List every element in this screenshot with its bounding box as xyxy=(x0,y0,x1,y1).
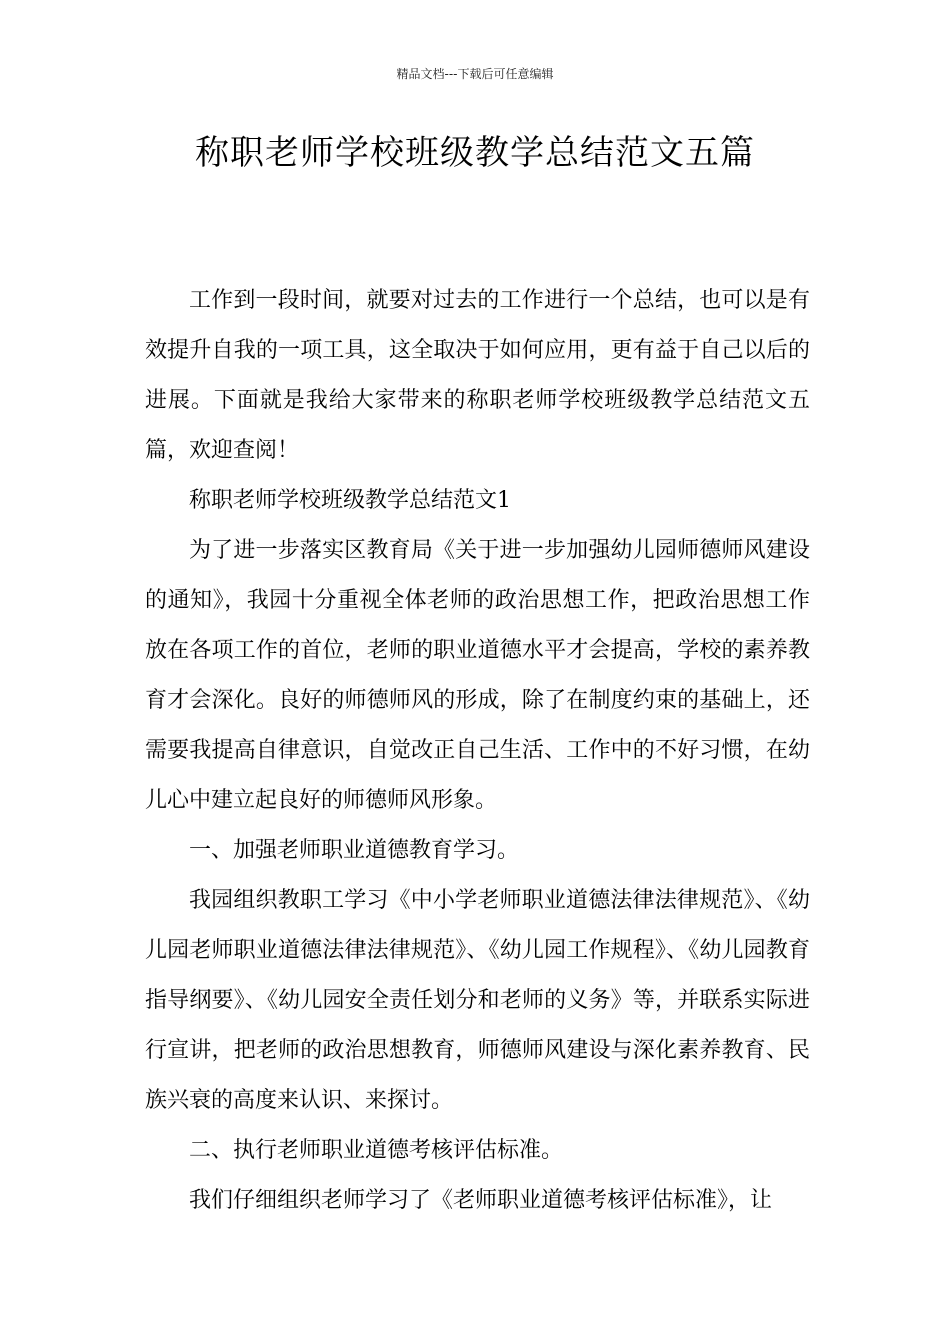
document-title: 称职老师学校班级教学总结范文五篇 xyxy=(195,133,755,173)
document-body xyxy=(145,276,810,1226)
intro-paragraph: 工作到一段时间，就要对过去的工作进行一个总结，也可以是有效提升自我的一项工具，这全取决于如何应用，更有益于自己以后的进展。下面就是我给大家带来的称职老师学校班级教学总结范文五篇，欢迎查阅！ xyxy=(145,288,810,463)
page-header: 精品文档---下载后可任意编辑 xyxy=(396,67,554,81)
body-paragraph: 我们仔细组织老师学习了《老师职业道德考核评估标准》，让 xyxy=(189,1188,773,1213)
subsection-heading: 一、加强老师职业道德教育学习。 xyxy=(189,838,520,863)
subsection-heading: 二、执行老师职业道德考核评估标准。 xyxy=(189,1138,564,1163)
section-heading: 称职老师学校班级教学总结范文1 xyxy=(189,488,511,513)
body-paragraph: 为了进一步落实区教育局《关于进一步加强幼儿园师德师风建设的通知》，我园十分重视全体老师的政治思想工作，把政治思想工作放在各项工作的首位，老师的职业道德水平才会提高，学校的素养教育才会深化。良好的师德师风的形成，除了在制度约束的基础上，还需要我提高自律意识，自觉改正自己生活、工作中的不好习惯，在幼儿心中建立起良好的师德师风形象。 xyxy=(145,538,810,813)
body-paragraph: 我园组织教职工学习《中小学老师职业道德法律法律规范》、《幼儿园老师职业道德法律法律规范》、《幼儿园工作规程》、《幼儿园教育指导纲要》、《幼儿园安全责任划分和老师的义务》等，并联系实际进行宣讲，把老师的政治思想教育，师德师风建设与深化素养教育、民族兴衰的高度来认识、来探讨。 xyxy=(145,888,810,1113)
